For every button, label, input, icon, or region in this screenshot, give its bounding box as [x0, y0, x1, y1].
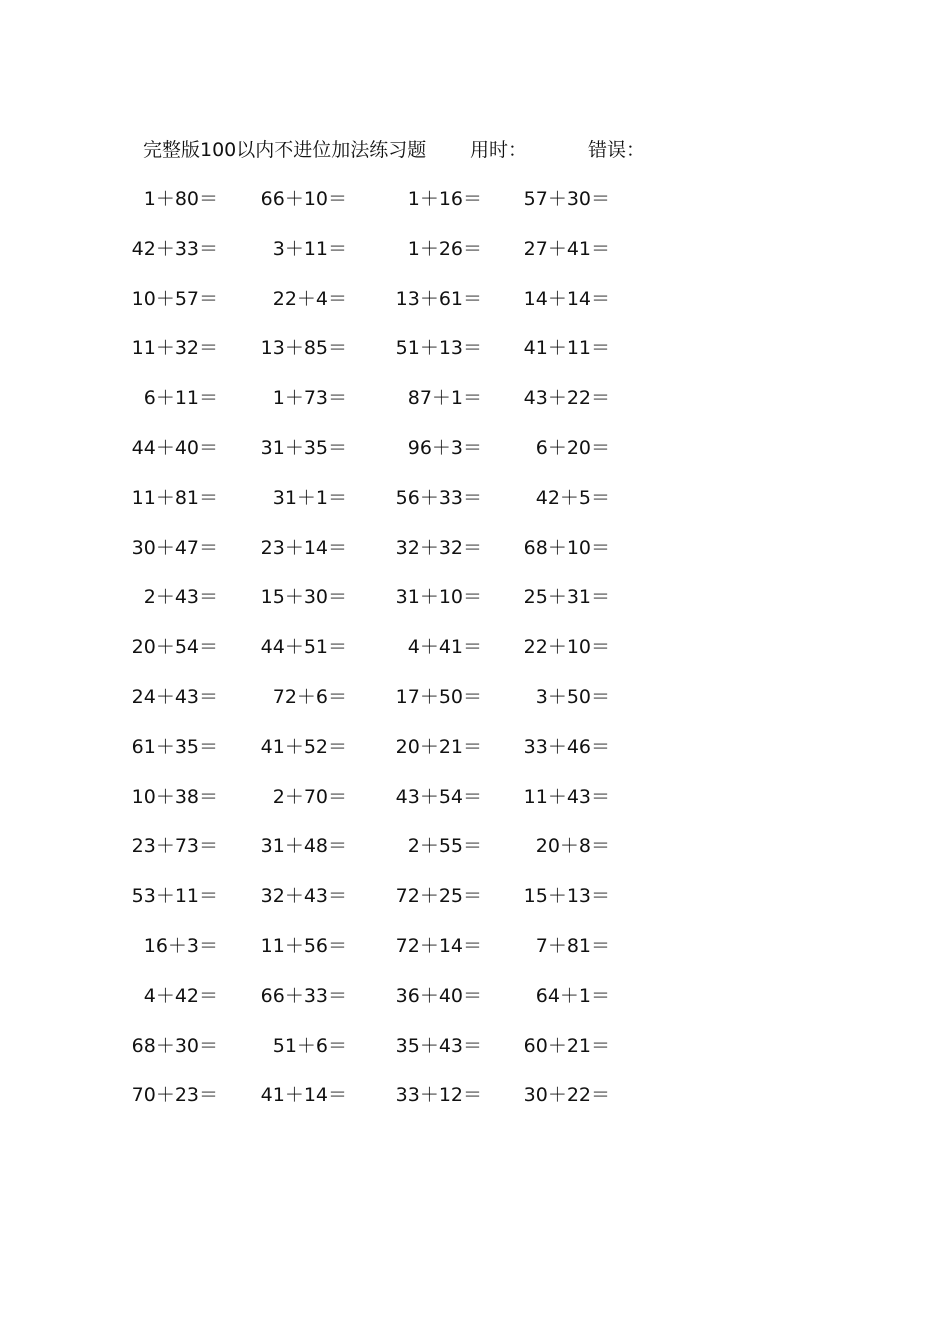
addition-problem: 42＋5＝ [535, 487, 610, 509]
addition-problem: 2＋70＝ [272, 786, 347, 808]
addition-problem: 64＋1＝ [535, 985, 610, 1007]
addition-problem: 41＋52＝ [260, 736, 347, 758]
addition-problem: 31＋1＝ [272, 487, 347, 509]
addition-problem: 13＋61＝ [395, 288, 482, 310]
addition-problem: 20＋8＝ [535, 835, 610, 857]
addition-problem: 2＋55＝ [407, 835, 482, 857]
worksheet-title: 完整版100以内不进位加法练习题 [143, 139, 427, 161]
addition-problem: 17＋50＝ [395, 686, 482, 708]
addition-problem: 72＋14＝ [395, 935, 482, 957]
addition-problem: 24＋43＝ [131, 686, 218, 708]
addition-problem: 66＋33＝ [260, 985, 347, 1007]
addition-problem: 32＋32＝ [395, 537, 482, 559]
addition-problem: 33＋46＝ [523, 736, 610, 758]
addition-problem: 11＋32＝ [131, 337, 218, 359]
addition-problem: 96＋3＝ [407, 437, 482, 459]
addition-problem: 36＋40＝ [395, 985, 482, 1007]
addition-problem: 6＋11＝ [143, 387, 218, 409]
addition-problem: 68＋30＝ [131, 1035, 218, 1057]
addition-problem: 51＋13＝ [395, 337, 482, 359]
addition-problem: 20＋21＝ [395, 736, 482, 758]
addition-problem: 66＋10＝ [260, 188, 347, 210]
addition-problem: 87＋1＝ [407, 387, 482, 409]
addition-problem: 14＋14＝ [523, 288, 610, 310]
addition-problem: 41＋14＝ [260, 1084, 347, 1106]
addition-problem: 4＋41＝ [407, 636, 482, 658]
addition-problem: 23＋14＝ [260, 537, 347, 559]
addition-problem: 31＋48＝ [260, 835, 347, 857]
addition-problem: 72＋25＝ [395, 885, 482, 907]
addition-problem: 68＋10＝ [523, 537, 610, 559]
addition-problem: 72＋6＝ [272, 686, 347, 708]
addition-problem: 13＋85＝ [260, 337, 347, 359]
addition-problem: 31＋35＝ [260, 437, 347, 459]
addition-problem: 2＋43＝ [143, 586, 218, 608]
addition-problem: 42＋33＝ [131, 238, 218, 260]
addition-problem: 15＋30＝ [260, 586, 347, 608]
addition-problem: 11＋56＝ [260, 935, 347, 957]
addition-problem: 56＋33＝ [395, 487, 482, 509]
addition-problem: 51＋6＝ [272, 1035, 347, 1057]
addition-problem: 22＋10＝ [523, 636, 610, 658]
addition-problem: 1＋80＝ [143, 188, 218, 210]
addition-problem: 41＋11＝ [523, 337, 610, 359]
addition-problem: 61＋35＝ [131, 736, 218, 758]
addition-problem: 35＋43＝ [395, 1035, 482, 1057]
addition-problem: 33＋12＝ [395, 1084, 482, 1106]
addition-problem: 16＋3＝ [143, 935, 218, 957]
addition-problem: 53＋11＝ [131, 885, 218, 907]
addition-problem: 44＋51＝ [260, 636, 347, 658]
addition-problem: 10＋57＝ [131, 288, 218, 310]
addition-problem: 32＋43＝ [260, 885, 347, 907]
addition-problem: 43＋54＝ [395, 786, 482, 808]
addition-problem: 23＋73＝ [131, 835, 218, 857]
addition-problem: 10＋38＝ [131, 786, 218, 808]
addition-problem: 30＋47＝ [131, 537, 218, 559]
addition-problem: 70＋23＝ [131, 1084, 218, 1106]
addition-problem: 3＋50＝ [535, 686, 610, 708]
addition-problem: 7＋81＝ [535, 935, 610, 957]
addition-problem: 60＋21＝ [523, 1035, 610, 1057]
addition-problem: 27＋41＝ [523, 238, 610, 260]
addition-problem: 31＋10＝ [395, 586, 482, 608]
addition-problem: 1＋73＝ [272, 387, 347, 409]
addition-problem: 3＋11＝ [272, 238, 347, 260]
errors-label: 错误： [588, 139, 646, 161]
addition-problem: 4＋42＝ [143, 985, 218, 1007]
addition-problem: 20＋54＝ [131, 636, 218, 658]
addition-problem: 22＋4＝ [272, 288, 347, 310]
time-label: 用时： [470, 139, 528, 161]
addition-problem: 30＋22＝ [523, 1084, 610, 1106]
addition-problem: 1＋26＝ [407, 238, 482, 260]
addition-problem: 25＋31＝ [523, 586, 610, 608]
addition-problem: 15＋13＝ [523, 885, 610, 907]
addition-problem: 57＋30＝ [523, 188, 610, 210]
addition-problem: 11＋43＝ [523, 786, 610, 808]
addition-problem: 43＋22＝ [523, 387, 610, 409]
addition-problem: 1＋16＝ [407, 188, 482, 210]
addition-problem: 6＋20＝ [535, 437, 610, 459]
addition-problem: 11＋81＝ [131, 487, 218, 509]
addition-problem: 44＋40＝ [131, 437, 218, 459]
